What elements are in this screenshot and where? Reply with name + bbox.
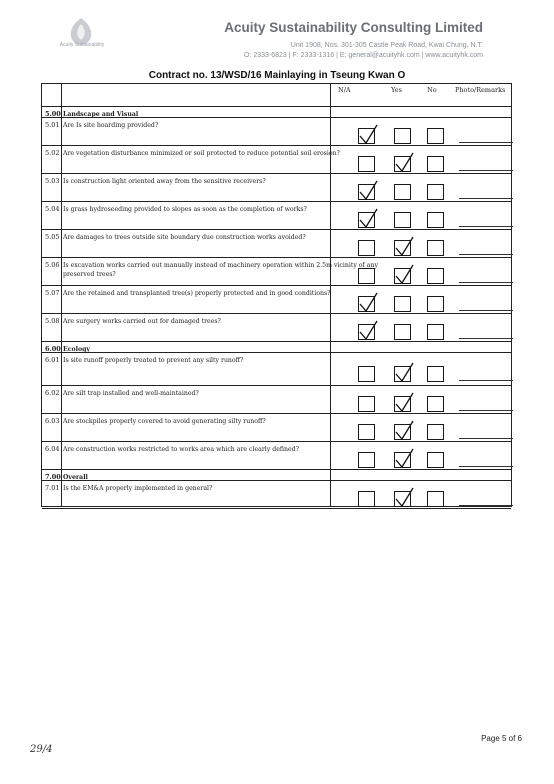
item-question: Are silt trap installed and well-maintained? xyxy=(63,390,199,397)
item-question: Are damages to trees outside site boundary due construction works avoided? xyxy=(63,234,306,241)
remarks-line[interactable] xyxy=(459,438,513,439)
checkbox-no[interactable] xyxy=(427,268,444,284)
item-number: 5.03 xyxy=(45,177,60,185)
item-question: Is site runoff properly treated to prevent any silty runoff? xyxy=(63,357,244,364)
col-remarks: Photo/Remarks xyxy=(455,86,506,94)
checkbox-na[interactable] xyxy=(358,268,375,284)
checklist-table xyxy=(41,83,512,507)
checkbox-na[interactable] xyxy=(358,491,375,507)
checkbox-na[interactable] xyxy=(358,296,375,312)
checkbox-yes[interactable] xyxy=(394,366,411,382)
checkbox-na[interactable] xyxy=(358,128,375,144)
checkbox-no[interactable] xyxy=(427,324,444,340)
logo-caption: Acuity Sustainability xyxy=(59,42,105,48)
contact-line: O: 2333-6823 | F: 2333-1316 | E: general@acuityhk.com | www.acuityhk.com xyxy=(243,52,483,59)
remarks-line[interactable] xyxy=(459,505,513,506)
section-row xyxy=(42,342,511,353)
item-question: Are vegetation disturbance minimized or soil protected to reduce potential soil erosion? xyxy=(63,150,340,157)
checkbox-yes[interactable] xyxy=(394,184,411,200)
address-line: Unit 1908, Nos. 301-305 Castle Peak Road, Kwai Chung, N.T. xyxy=(290,42,483,49)
item-number: 6.03 xyxy=(45,417,60,425)
col-no: No xyxy=(427,86,437,94)
checkbox-no[interactable] xyxy=(427,212,444,228)
check-mark-icon xyxy=(394,236,414,257)
checkbox-na[interactable] xyxy=(358,156,375,172)
table-row xyxy=(42,353,511,386)
item-number: 5.02 xyxy=(45,149,60,157)
remarks-line[interactable] xyxy=(459,142,513,143)
company-address xyxy=(244,41,483,61)
section-title: Overall xyxy=(63,474,88,481)
checkbox-no[interactable] xyxy=(427,424,444,440)
check-mark-icon xyxy=(394,392,414,413)
company-name: Acuity Sustainability Consulting Limited xyxy=(224,20,483,35)
remarks-line[interactable] xyxy=(459,226,513,227)
checkbox-na[interactable] xyxy=(358,184,375,200)
page-number: Page 5 of 6 xyxy=(481,734,522,743)
item-question: Are surgery works carried out for damaged trees? xyxy=(63,318,221,325)
check-mark-icon xyxy=(358,124,378,145)
item-number: 7.01 xyxy=(45,484,60,492)
table-row xyxy=(42,286,511,314)
check-mark-icon xyxy=(394,152,414,173)
checkbox-no[interactable] xyxy=(427,491,444,507)
remarks-line[interactable] xyxy=(459,338,513,339)
item-question: Is the EM&A properly implemented in general? xyxy=(63,485,213,492)
acuity-logo-icon xyxy=(56,14,106,60)
checkbox-na[interactable] xyxy=(358,212,375,228)
table-row xyxy=(42,202,511,230)
section-title: Landscape and Visual xyxy=(63,111,139,118)
check-mark-icon xyxy=(358,180,378,201)
table-row xyxy=(42,386,511,414)
item-number: 5.01 xyxy=(45,121,60,129)
checkbox-yes[interactable] xyxy=(394,212,411,228)
item-question: Is construction light oriented away from the sensitive receivers? xyxy=(63,178,266,185)
table-row xyxy=(42,481,511,509)
item-number: 5.06 xyxy=(45,261,60,269)
check-mark-icon xyxy=(358,208,378,229)
table-header xyxy=(42,84,511,107)
remarks-line[interactable] xyxy=(459,282,513,283)
remarks-line[interactable] xyxy=(459,466,513,467)
checkbox-no[interactable] xyxy=(427,156,444,172)
item-question: Is grass hydroseeding provided to slopes as soon as the completion of works? xyxy=(63,206,307,213)
checkbox-no[interactable] xyxy=(427,296,444,312)
remarks-line[interactable] xyxy=(459,310,513,311)
checkbox-yes[interactable] xyxy=(394,128,411,144)
table-row xyxy=(42,314,511,342)
item-question: Are stockpiles properly covered to avoid generating silty runoff? xyxy=(63,418,266,425)
checkbox-yes[interactable] xyxy=(394,240,411,256)
remarks-line[interactable] xyxy=(459,254,513,255)
handwritten-note: 29/4 xyxy=(30,744,53,755)
table-row xyxy=(42,442,511,470)
checkbox-na[interactable] xyxy=(358,396,375,412)
check-mark-icon xyxy=(358,292,378,313)
item-question: Are the retained and transplanted tree(s) properly protected and in good conditions? xyxy=(63,290,331,297)
checkbox-na[interactable] xyxy=(358,240,375,256)
col-na: N/A xyxy=(338,86,351,94)
item-number: 5.04 xyxy=(45,205,60,213)
checkbox-no[interactable] xyxy=(427,184,444,200)
checkbox-na[interactable] xyxy=(358,424,375,440)
item-number: 7.00 xyxy=(45,473,61,481)
checkbox-no[interactable] xyxy=(427,240,444,256)
item-number: 5.08 xyxy=(45,317,60,325)
item-question: Is excavation works carried out manually instead of machinery operation within 2.5m vicinity of any preserved trees? xyxy=(63,262,378,278)
checkbox-yes[interactable] xyxy=(394,491,411,507)
checkbox-no[interactable] xyxy=(427,452,444,468)
check-mark-icon xyxy=(394,448,414,469)
col-yes: Yes xyxy=(391,86,402,94)
checkbox-na[interactable] xyxy=(358,366,375,382)
checkbox-yes[interactable] xyxy=(394,324,411,340)
item-number: 6.01 xyxy=(45,356,60,364)
checkbox-na[interactable] xyxy=(358,452,375,468)
section-row xyxy=(42,470,511,481)
checkbox-no[interactable] xyxy=(427,128,444,144)
remarks-line[interactable] xyxy=(459,170,513,171)
checkbox-no[interactable] xyxy=(427,366,444,382)
check-mark-icon xyxy=(394,487,414,508)
item-number: 5.00 xyxy=(45,110,61,118)
checkbox-yes[interactable] xyxy=(394,396,411,412)
item-number: 5.05 xyxy=(45,233,60,241)
check-mark-icon xyxy=(358,320,378,341)
item-number: 6.00 xyxy=(45,345,61,353)
item-question: Are Is site hoarding provided? xyxy=(63,122,159,129)
contract-title: Contract no. 13/WSD/16 Mainlaying in Tseung Kwan O xyxy=(148,70,406,81)
checkbox-yes[interactable] xyxy=(394,296,411,312)
checkbox-yes[interactable] xyxy=(394,156,411,172)
item-number: 5.07 xyxy=(45,289,60,297)
remarks-line[interactable] xyxy=(459,380,513,381)
check-mark-icon xyxy=(394,420,414,441)
remarks-line[interactable] xyxy=(459,410,513,411)
checkbox-yes[interactable] xyxy=(394,452,411,468)
checkbox-no[interactable] xyxy=(427,396,444,412)
checkbox-na[interactable] xyxy=(358,324,375,340)
section-title: Ecology xyxy=(63,346,91,353)
section-row xyxy=(42,107,511,118)
item-number: 6.02 xyxy=(45,389,60,397)
table-row xyxy=(42,146,511,174)
remarks-line[interactable] xyxy=(459,198,513,199)
table-row xyxy=(42,414,511,442)
check-mark-icon xyxy=(394,264,414,285)
check-mark-icon xyxy=(394,362,414,383)
table-row xyxy=(42,118,511,146)
table-row xyxy=(42,230,511,258)
table-row xyxy=(42,174,511,202)
item-question: Are construction works restricted to works area which are clearly defined? xyxy=(63,446,299,453)
item-number: 6.04 xyxy=(45,445,60,453)
checkbox-yes[interactable] xyxy=(394,424,411,440)
table-row xyxy=(42,258,511,286)
checkbox-yes[interactable] xyxy=(394,268,411,284)
